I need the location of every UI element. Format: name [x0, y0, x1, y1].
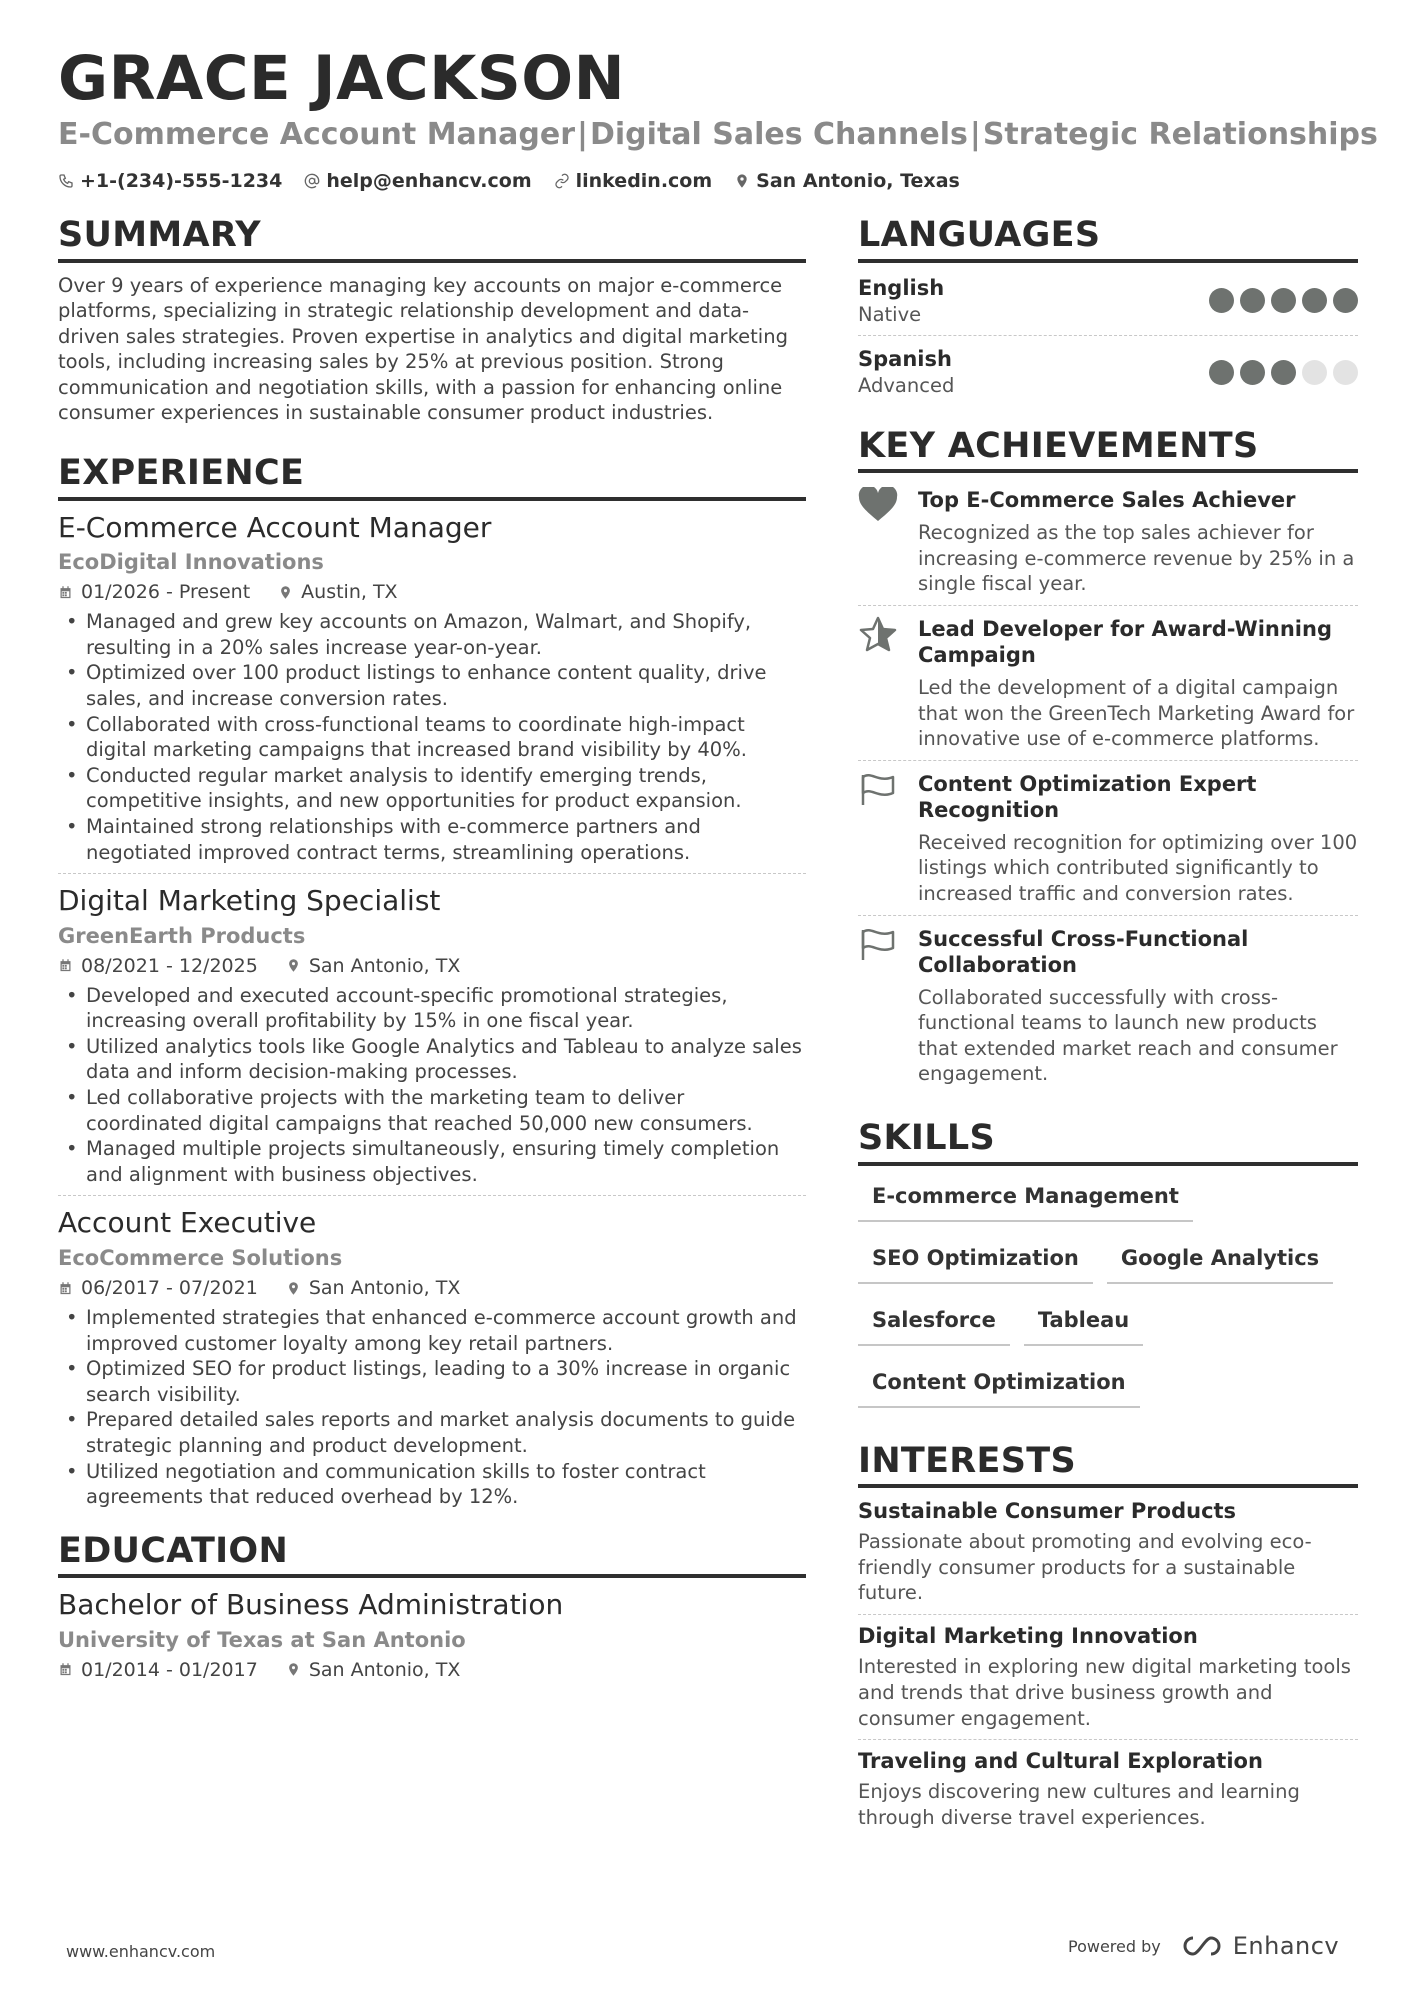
interests-section — [858, 1442, 1358, 1839]
job-bullet: • Maintained strong relationships with e-commerce partners and negotiated improved contract terms, streamlining operations. — [58, 814, 806, 865]
at-icon — [304, 173, 320, 189]
rating-dot-empty — [1333, 360, 1358, 385]
job-bullets — [58, 983, 806, 1188]
email-text: help@enhancv.com — [326, 170, 532, 192]
school-name: University of Texas at San Antonio — [58, 1627, 466, 1652]
candidate-name: GRACE JACKSON — [58, 43, 626, 114]
interest-title: Traveling and Cultural Exploration — [858, 1749, 1263, 1774]
location-pin-icon — [278, 585, 293, 600]
skills-list — [858, 1176, 1358, 1424]
contact-location — [734, 170, 960, 192]
rating-dot-filled — [1209, 288, 1234, 313]
job-bullet: • Utilized analytics tools like Google Analytics and Tableau to analyze sales data and inform decision-making processes. — [58, 1034, 806, 1085]
rating-dot-filled — [1240, 288, 1265, 313]
job-meta — [58, 1277, 806, 1299]
job-bullet: • Managed multiple projects simultaneously, ensuring timely completion and alignment with business objectives. — [58, 1136, 806, 1187]
languages-heading: LANGUAGES — [858, 216, 1358, 263]
contact-phone[interactable] — [58, 170, 282, 192]
achievement-title: Top E-Commerce Sales Achiever — [918, 488, 1296, 513]
job-dates: 06/2017 - 07/2021 — [81, 1277, 258, 1300]
job-bullet: • Optimized over 100 product listings to enhance content quality, drive sales, and increase conversion rates. — [58, 660, 806, 711]
experience-section — [58, 454, 806, 1518]
job-bullet: • Utilized negotiation and communication skills to foster contract agreements that reduced overhead by 12%. — [58, 1459, 806, 1510]
job-meta — [58, 581, 806, 603]
location-text: San Antonio, Texas — [756, 170, 960, 192]
language-item — [858, 344, 1358, 407]
interest-desc: Passionate about promoting and evolving eco-friendly consumer products for a sustainable future. — [858, 1530, 1312, 1605]
education-heading: EDUCATION — [58, 1532, 806, 1579]
interest-title: Sustainable Consumer Products — [858, 1499, 1237, 1523]
skill-tag: Salesforce — [858, 1300, 1010, 1346]
achievements-heading: KEY ACHIEVEMENTS — [858, 427, 1358, 474]
location-pin-icon — [286, 1281, 301, 1296]
tagline-separator: | — [577, 117, 588, 152]
achievement-title: Content Optimization Expert Recognition — [918, 771, 1257, 822]
tagline-relationships: Strategic Relationships — [982, 117, 1378, 152]
achievement-item — [858, 612, 1358, 761]
achievements-section — [858, 427, 1358, 1095]
job-bullet: • Conducted regular market analysis to identify emerging trends, competitive insights, and new opportunities for product expansion. — [58, 763, 806, 814]
interest-title: Digital Marketing Innovation — [858, 1624, 1198, 1649]
tagline-role: E-Commerce Account Manager — [58, 117, 576, 152]
right-column — [858, 216, 1358, 1867]
phone-text: +1-(234)-555-1234 — [80, 170, 283, 192]
job-bullet: • Managed and grew key accounts on Amazon, Walmart, and Shopify, resulting in a 20% sales increase year-on-year. — [58, 609, 806, 660]
calendar-icon — [58, 1662, 73, 1677]
contact-email[interactable] — [304, 170, 531, 192]
company-name: EcoDigital Innovations — [58, 550, 324, 575]
achievement-title: Successful Cross-Functional Collaboration — [918, 926, 1249, 977]
language-name: Spanish — [858, 347, 952, 372]
job-meta — [58, 955, 806, 977]
interests-heading: INTERESTS — [858, 1442, 1358, 1489]
rating-dot-empty — [1302, 360, 1327, 385]
rating-dot-filled — [1302, 288, 1327, 313]
language-item — [858, 273, 1358, 337]
job-dates: 01/2026 - Present — [81, 581, 251, 604]
education-dates: 01/2014 - 01/2017 — [81, 1658, 258, 1681]
interest-desc: Enjoys discovering new cultures and learning through diverse travel experiences. — [858, 1780, 1300, 1830]
rating-dot-filled — [1209, 360, 1234, 385]
job-bullet: • Led collaborative projects with the marketing team to deliver coordinated digital campaigns that reached 50,000 new consumers. — [58, 1085, 806, 1136]
calendar-icon — [58, 1281, 73, 1296]
flag-icon — [858, 771, 898, 807]
achievement-title: Lead Developer for Award-Winning Campaign — [918, 617, 1332, 668]
interest-item — [858, 1748, 1358, 1838]
language-rating — [1209, 360, 1358, 385]
summary-text: Over 9 years of experience managing key accounts on major e-commerce platforms, specializing in strategic relationship development and data-driven sales strategies. Proven expertise in analytics and digital marketing tools, including increasing sales by 25% at previous position. Strong communication and negotiation skills, with a passion for enhancing online consumer experiences in sustainable consumer product industries. — [58, 273, 788, 425]
tagline-channels: Digital Sales Channels — [590, 117, 968, 152]
summary-heading: SUMMARY — [58, 216, 806, 263]
job-bullet: • Implemented strategies that enhanced e-commerce account growth and improved customer loyalty among key retail partners. — [58, 1305, 806, 1356]
skill-tag: Content Optimization — [858, 1362, 1140, 1408]
achievement-item — [858, 483, 1358, 606]
star-icon — [858, 616, 898, 652]
education-location: San Antonio, TX — [308, 1658, 461, 1681]
job-bullet: • Collaborated with cross-functional teams to coordinate high-impact digital marketing campaigns that increased brand visibility by 40%. — [58, 712, 806, 763]
achievement-desc: Led the development of a digital campaign that won the GreenTech Marketing Award for innovative use of e-commerce platforms. — [918, 676, 1355, 751]
skill-tag: Tableau — [1024, 1300, 1143, 1346]
education-meta — [58, 1659, 806, 1681]
contact-bar — [58, 170, 960, 192]
job-dates: 08/2021 - 12/2025 — [81, 954, 258, 977]
job-bullets — [58, 1305, 806, 1510]
left-column — [58, 216, 806, 1717]
education-entry — [58, 1588, 806, 1689]
footer-website[interactable]: www.enhancv.com — [66, 1942, 216, 1961]
language-name: English — [858, 275, 945, 300]
calendar-icon — [58, 585, 73, 600]
rating-dot-filled — [1271, 288, 1296, 313]
achievement-desc: Received recognition for optimizing over 100 listings which contributed significantly to increased traffic and conversion rates. — [918, 830, 1358, 906]
calendar-icon — [58, 958, 73, 973]
interest-item — [858, 1623, 1358, 1740]
job-title: Account Executive — [58, 1206, 317, 1240]
job-location: San Antonio, TX — [308, 1277, 461, 1300]
job-entry — [58, 511, 806, 875]
achievement-desc: Recognized as the top sales achiever for increasing e-commerce revenue by 25% in a single fiscal year. — [918, 521, 1355, 596]
skill-tag: E-commerce Management — [858, 1176, 1193, 1222]
rating-dot-filled — [1271, 360, 1296, 385]
interest-item — [858, 1498, 1358, 1615]
location-pin-icon — [286, 958, 301, 973]
job-bullets — [58, 609, 806, 865]
achievement-item — [858, 767, 1358, 916]
phone-icon — [58, 173, 74, 189]
languages-section — [858, 216, 1358, 407]
experience-heading: EXPERIENCE — [58, 454, 806, 501]
skill-tag: Google Analytics — [1107, 1238, 1333, 1284]
location-pin-icon — [286, 1662, 301, 1677]
job-bullet: • Optimized SEO for product listings, leading to a 30% increase in organic search visibility. — [58, 1356, 806, 1407]
language-level: Native — [858, 302, 922, 326]
job-location: Austin, TX — [301, 581, 398, 604]
company-name: EcoCommerce Solutions — [58, 1246, 343, 1271]
linkedin-text: linkedin.com — [575, 170, 713, 192]
job-title: Digital Marketing Specialist — [58, 884, 441, 918]
heart-icon — [858, 487, 898, 523]
enhancv-logo-icon — [1179, 1934, 1225, 1958]
brand-name: Enhancv — [1232, 1932, 1340, 1960]
degree: Bachelor of Business Administration — [58, 1588, 564, 1622]
tagline — [58, 117, 1378, 152]
rating-dot-filled — [1333, 288, 1358, 313]
tagline-separator: | — [969, 117, 981, 152]
link-icon — [554, 173, 570, 189]
job-entry — [58, 884, 806, 1196]
job-entry — [58, 1206, 806, 1517]
language-rating — [1209, 288, 1358, 313]
interest-desc: Interested in exploring new digital marketing tools and trends that drive business growth and consumer engagement. — [858, 1655, 1351, 1730]
job-title: E-Commerce Account Manager — [58, 510, 492, 544]
job-location: San Antonio, TX — [308, 954, 461, 977]
skills-heading: SKILLS — [858, 1119, 1358, 1166]
brand-logo[interactable] — [1179, 1932, 1339, 1960]
location-pin-icon — [734, 173, 750, 189]
job-bullet: • Developed and executed account-specific promotional strategies, increasing overall profitability by 15% in one fiscal year. — [58, 983, 806, 1034]
contact-linkedin[interactable] — [554, 170, 713, 192]
rating-dot-filled — [1240, 360, 1265, 385]
education-section — [58, 1532, 806, 1689]
job-bullet: • Prepared detailed sales reports and market analysis documents to guide strategic planning and product development. — [58, 1407, 806, 1458]
language-level: Advanced — [858, 374, 955, 398]
company-name: GreenEarth Products — [58, 923, 306, 948]
flag-icon — [858, 926, 898, 962]
summary-section — [58, 216, 806, 426]
achievement-desc: Collaborated successfully with cross-functional teams to launch new products that extended market reach and consumer engagement. — [918, 985, 1338, 1086]
powered-by-label: Powered by — [1068, 1936, 1161, 1956]
achievement-item — [858, 922, 1358, 1095]
footer-branding — [1068, 1932, 1339, 1960]
skill-tag: SEO Optimization — [858, 1238, 1093, 1284]
skills-section — [858, 1119, 1358, 1424]
